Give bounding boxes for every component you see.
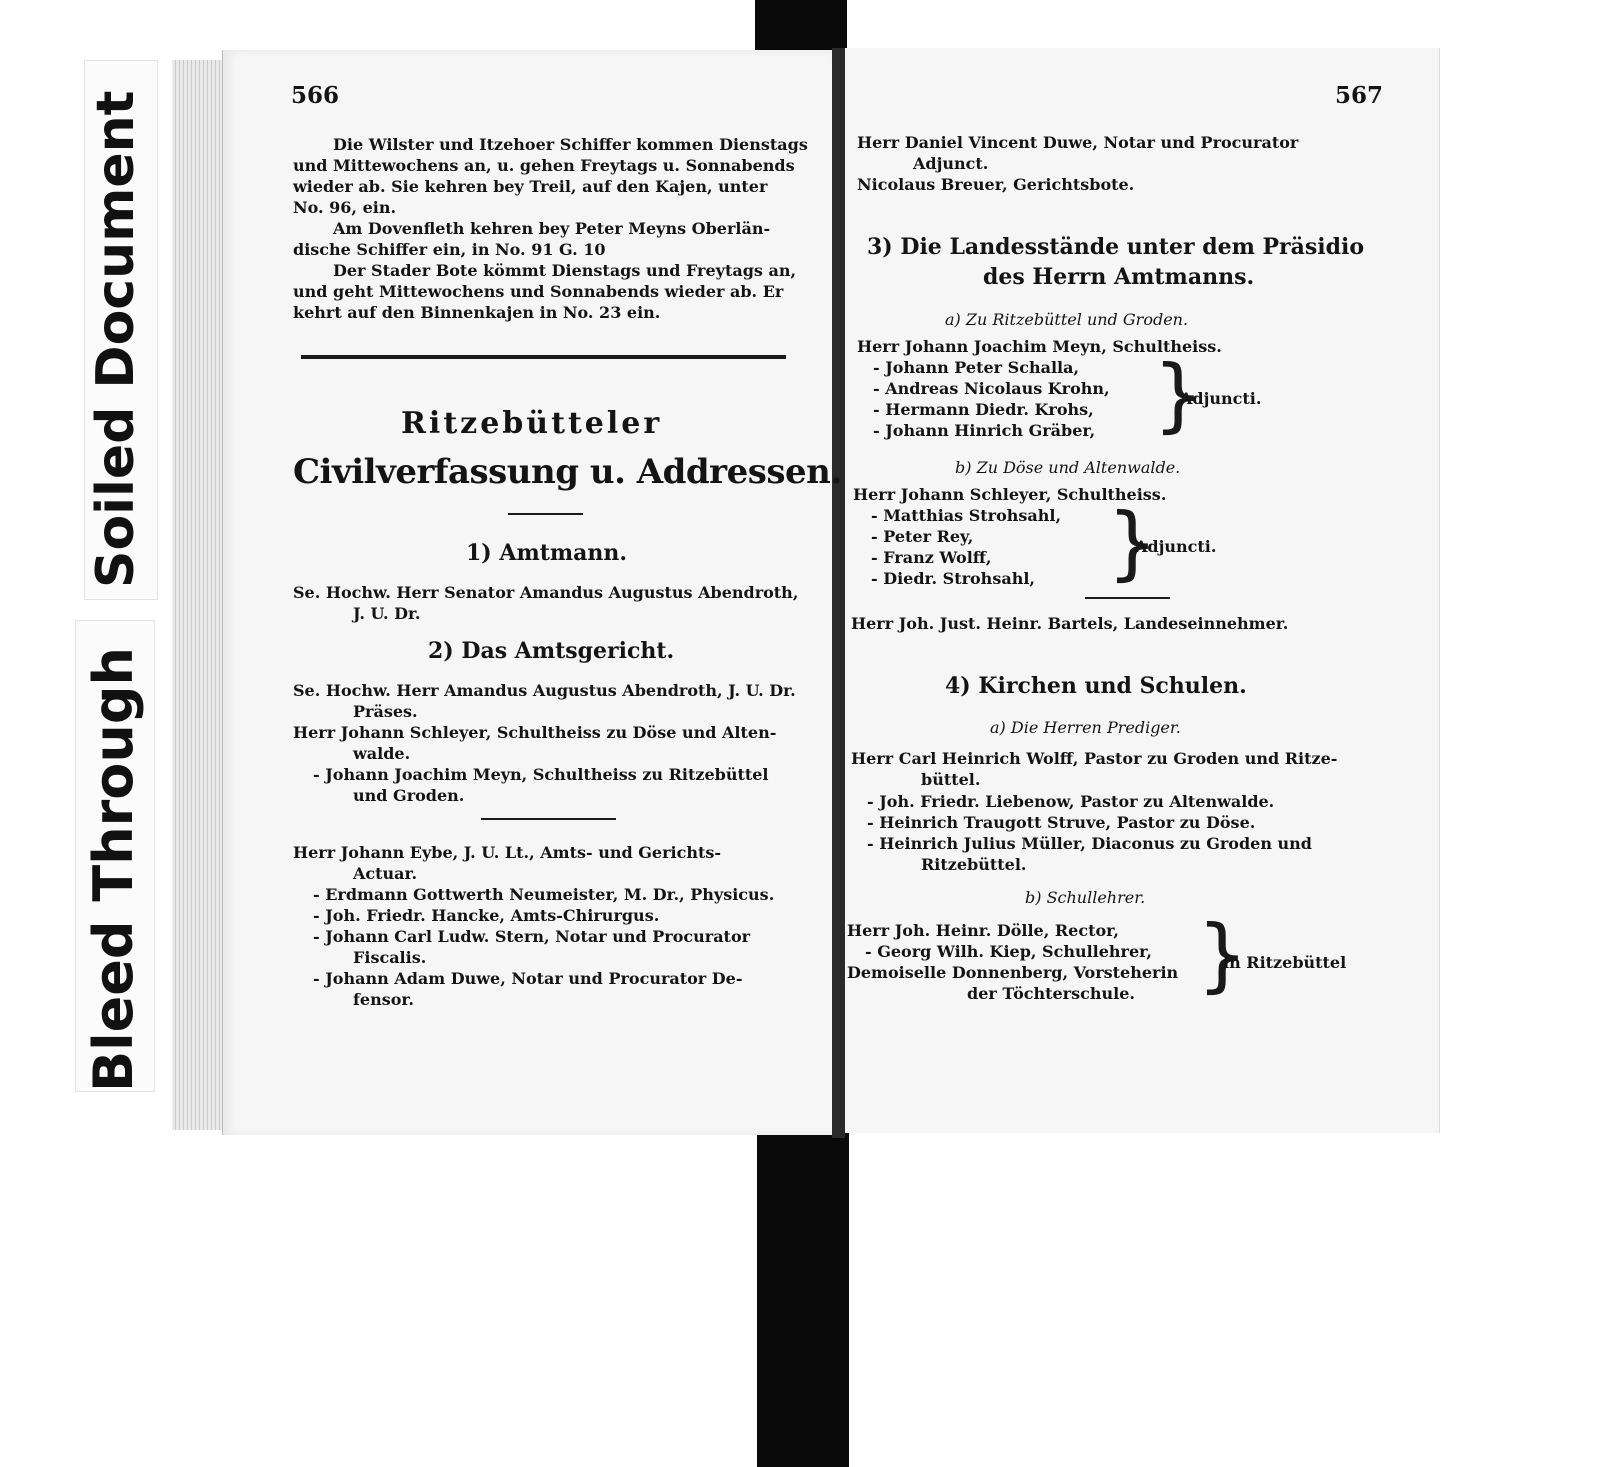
intro-line: Die Wilster und Itzehoer Schiffer kommen Dienstags xyxy=(333,135,808,154)
staff-line: Fiscalis. xyxy=(353,948,427,967)
section-heading-kirchen: 4) Kirchen und Schulen. xyxy=(945,673,1247,699)
section-heading-landesstaende: 3) Die Landesstände unter dem Präsidio xyxy=(867,234,1365,260)
brace-icon: } xyxy=(1197,908,1248,1001)
short-divider xyxy=(1085,597,1170,599)
title-line-2: Civilverfassung u. Addressen. xyxy=(293,452,842,492)
prediger-line: - Heinrich Julius Müller, Diaconus zu Groden und xyxy=(867,834,1312,853)
prediger-line: Ritzebüttel. xyxy=(921,855,1027,874)
prediger-line: büttel. xyxy=(921,770,981,789)
brace-icon: } xyxy=(1107,496,1158,589)
prediger-line: Herr Carl Heinrich Wolff, Pastor zu Groden und Ritze- xyxy=(851,749,1338,768)
title-divider xyxy=(508,513,583,515)
amtsgericht-line: Präses. xyxy=(353,702,418,721)
subsection-prediger: a) Die Herren Prediger. xyxy=(990,718,1181,737)
amtsgericht-line: Se. Hochw. Herr Amandus Augustus Abendroth, J. U. Dr. xyxy=(293,681,796,700)
staff-line: - Johann Carl Ludw. Stern, Notar und Procurator xyxy=(313,927,751,946)
staff-line: - Joh. Friedr. Hancke, Amts-Chirurgus. xyxy=(313,906,660,925)
subsection-ritzebuettel: a) Zu Ritzebüttel und Groden. xyxy=(945,310,1189,329)
intro-line: Am Dovenfleth kehren bey Peter Meyns Oberlän- xyxy=(333,219,771,238)
title-line-1: Ritzebütteler xyxy=(401,406,663,441)
staff-line: Herr Johann Eybe, J. U. Lt., Amts- und Gerichts- xyxy=(293,843,721,862)
bleed-through-label: Bleed Through xyxy=(82,647,145,1092)
staff-line: - Erdmann Gottwerth Neumeister, M. Dr., Physicus. xyxy=(313,885,775,904)
page-number-right: 567 xyxy=(1335,82,1384,109)
adjuncti-label: Adjuncti. xyxy=(1180,389,1262,408)
staff-line: fensor. xyxy=(353,990,414,1009)
top-line: Nicolaus Breuer, Gerichtsbote. xyxy=(857,175,1135,194)
section-heading-landesstaende-2: des Herrn Amtmanns. xyxy=(983,264,1255,290)
staff-line: Actuar. xyxy=(353,864,418,883)
amtsgericht-line: und Groden. xyxy=(353,786,465,805)
intro-line: und Mittewochens an, u. gehen Freytags u. Sonnabends xyxy=(293,156,795,175)
spine-bar-bottom xyxy=(757,1120,849,1467)
right-page xyxy=(845,48,1440,1133)
ritzebuettel-member: - Johann Hinrich Gräber, xyxy=(873,421,1096,440)
intro-line: No. 96, ein. xyxy=(293,198,397,217)
doese-member: - Peter Rey, xyxy=(871,527,974,546)
section-heading-amtmann: 1) Amtmann. xyxy=(466,540,628,566)
receiver-line: Herr Joh. Just. Heinr. Bartels, Landeseinnehmer. xyxy=(851,614,1289,633)
doese-member: - Franz Wolff, xyxy=(871,548,992,567)
staff-line: - Johann Adam Duwe, Notar und Procurator De- xyxy=(313,969,743,988)
prediger-line: - Joh. Friedr. Liebenow, Pastor zu Altenwalde. xyxy=(867,792,1275,811)
spine-bar-top xyxy=(755,0,847,52)
amtsgericht-line: walde. xyxy=(353,744,411,763)
short-divider xyxy=(481,818,616,820)
doese-member: - Diedr. Strohsahl, xyxy=(871,569,1035,588)
amtmann-line: Se. Hochw. Herr Senator Amandus Augustus Abendroth, xyxy=(293,583,799,602)
amtsgericht-line: - Johann Joachim Meyn, Schultheiss zu Ritzebüttel xyxy=(313,765,769,784)
ritzebuettel-member: - Andreas Nicolaus Krohn, xyxy=(873,379,1110,398)
left-page xyxy=(222,50,842,1135)
schullehrer-line: Demoiselle Donnenberg, Vorsteherin xyxy=(847,963,1179,982)
section-heading-amtsgericht: 2) Das Amtsgericht. xyxy=(428,638,675,664)
soiled-document-label: Soiled Document xyxy=(86,90,146,588)
brace-icon: } xyxy=(1153,348,1204,441)
intro-line: dische Schiffer ein, in No. 91 G. 10 xyxy=(293,240,606,259)
schullehrer-line: Herr Joh. Heinr. Dölle, Rector, xyxy=(847,921,1119,940)
page-edges xyxy=(172,60,222,1130)
prediger-line: - Heinrich Traugott Struve, Pastor zu Döse. xyxy=(867,813,1256,832)
intro-line: wieder ab. Sie kehren bey Treil, auf den Kajen, unter xyxy=(293,177,768,196)
ritzebuettel-member: - Johann Peter Schalla, xyxy=(873,358,1080,377)
top-line: Herr Daniel Vincent Duwe, Notar und Procurator xyxy=(857,133,1299,152)
doese-member: - Matthias Strohsahl, xyxy=(871,506,1062,525)
intro-line: Der Stader Bote kömmt Dienstags und Freytags an, xyxy=(333,261,797,280)
ritzebuettel-head: Herr Johann Joachim Meyn, Schultheiss. xyxy=(857,337,1222,356)
in-ritzebuettel-label: in Ritzebüttel xyxy=(1223,953,1347,972)
subsection-schullehrer: b) Schullehrer. xyxy=(1025,888,1146,907)
ritzebuettel-member: - Hermann Diedr. Krohs, xyxy=(873,400,1094,419)
page-number-left: 566 xyxy=(291,82,340,109)
adjuncti-label: Adjuncti. xyxy=(1135,537,1217,556)
amtmann-line: J. U. Dr. xyxy=(353,604,421,623)
intro-line: und geht Mittewochens und Sonnabends wieder ab. Er xyxy=(293,282,784,301)
section-divider xyxy=(301,355,786,359)
amtsgericht-line: Herr Johann Schleyer, Schultheiss zu Döse und Alten- xyxy=(293,723,777,742)
spine-gutter xyxy=(832,48,845,1138)
intro-line: kehrt auf den Binnenkajen in No. 23 ein. xyxy=(293,303,661,322)
schullehrer-line: der Töchterschule. xyxy=(967,984,1135,1003)
top-line: Adjunct. xyxy=(913,154,989,173)
schullehrer-line: - Georg Wilh. Kiep, Schullehrer, xyxy=(865,942,1152,961)
subsection-doese: b) Zu Döse und Altenwalde. xyxy=(955,458,1181,477)
doese-head: Herr Johann Schleyer, Schultheiss. xyxy=(853,485,1167,504)
